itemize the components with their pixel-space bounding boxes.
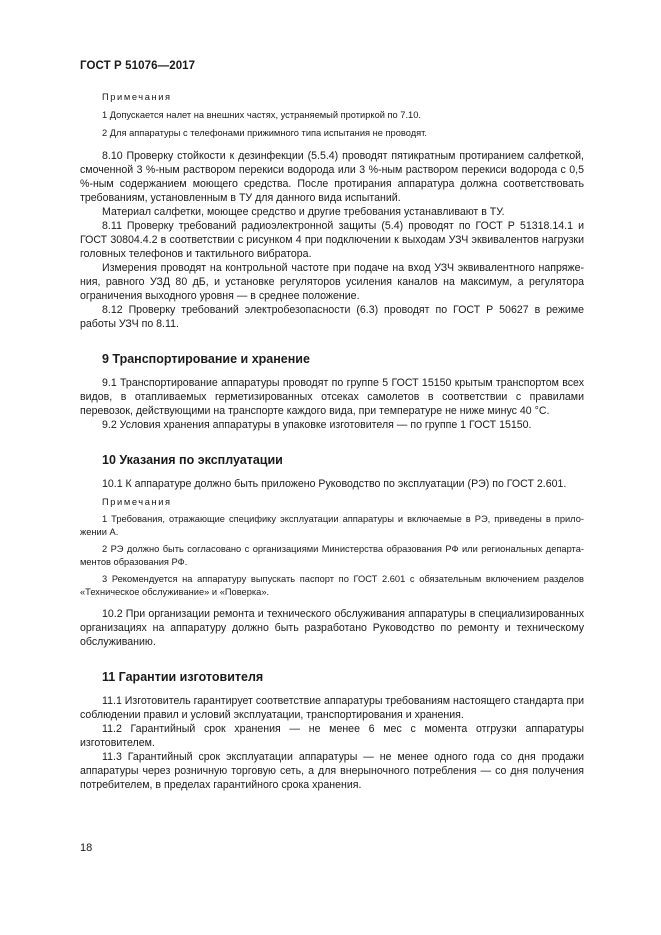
note-item: 1 Допускается налет на внешних частях, устраняемый протиркой по 7.10. [102, 110, 421, 120]
note-item: 1 Требования, отражающие специфику эксплуатации аппаратуры и включаемые в РЭ, приведены в приложении А. [80, 514, 584, 537]
paragraph-9-1: 9.1 Транспортирование аппаратуры проводят по группе 5 ГОСТ 15150 крытым транспортом всех видов, в отапливаемых герметизированных отсеках самолетов в соответствии с правилами перевозок, действующими на транспорте каждого вида, при температуре не ниже минус 40 °С. [80, 377, 584, 417]
notes-title: Примечания [102, 92, 172, 102]
section-11-heading: 11 Гарантии изготовителя [102, 670, 264, 684]
paragraph-8-12: 8.12 Проверку требований электробезопасности (6.3) проводят по ГОСТ Р 50627 в режиме работы УЗЧ по 8.11. [80, 304, 584, 330]
note-item: 2 РЭ должно быть согласовано с организациями Министерства образования РФ или региональных департаментов образования РФ. [80, 544, 584, 567]
note-item: 3 Рекомендуется на аппаратуру выпускать паспорт по ГОСТ 2.601 с обязательным включением разделов «Техническое обслуживание» и «Поверка». [80, 574, 584, 597]
page-number: 18 [80, 842, 93, 854]
page-content [80, 91, 584, 792]
paragraph-10-1: 10.1 К аппаратуре должно быть приложено Руководство по эксплуатации (РЭ) по ГОСТ 2.601. [102, 478, 567, 490]
paragraph-11-1: 11.1 Изготовитель гарантирует соответствие аппаратуры требованиям настоящего стандарта при соблюдении правил и условий эксплуатации, транспортирования и хранения. [80, 695, 584, 721]
notes-title: Примечания [102, 497, 172, 507]
document-code: ГОСТ Р 51076—2017 [80, 60, 196, 72]
note-item: 2 Для аппаратуры с телефонами прижимного типа испытания не проводят. [102, 128, 427, 138]
paragraph: Материал салфетки, моющее средство и другие требования устанавливают в ТУ. [102, 206, 505, 218]
paragraph-10-2: 10.2 При организации ремонта и технического обслуживания аппаратуры в специализированных организациях на аппаратуру должно быть разработано Руководство по ремонту и техническому обслуживанию. [80, 608, 584, 648]
section-9-heading: 9 Транспортирование и хранение [102, 352, 310, 366]
paragraph-9-2: 9.2 Условия хранения аппаратуры в упаковке изготовителя — по группе 1 ГОСТ 15150. [102, 419, 532, 431]
section-10-heading: 10 Указания по эксплуатации [102, 453, 283, 467]
paragraph-11-2: 11.2 Гарантийный срок хранения — не менее 6 мес с момента отгрузки аппаратуры изготовителем. [80, 723, 584, 749]
paragraph: Измерения проводят на контрольной частоте при подаче на вход УЗЧ эквивалентного напряжения, равного УЗД 80 дБ, и установке регуляторов усиления каналов на максимум, а регулятора ограничения выходного уровня — в среднее положение. [80, 262, 584, 302]
paragraph-8-11: 8.11 Проверку требований радиоэлектронной защиты (5.4) проводят по ГОСТ Р 51318.14.1 и ГОСТ 30804.4.2 в соответствии с рисунком 4 при подключении к выходам УЗЧ эквивалентов нагрузки головных телефонов и тактильного вибратора. [80, 220, 584, 260]
paragraph-11-3: 11.3 Гарантийный срок эксплуатации аппаратуры — не менее одного года со дня продажи аппаратуры через розничную торговую сеть, а для внерыночного потребления — со дня получения потребителем, в пределах гарантийного срока хранения. [80, 751, 584, 791]
paragraph-8-10: 8.10 Проверку стойкости к дезинфекции (5.5.4) проводят пятикратным протиранием салфеткой, смоченной 3 %-ным раствором перекиси водорода или 3 %-ным раствором перекиси водорода с 0,5 %-ным содержанием моющего средства. После протирания аппаратура должна соответствовать требованиям, установленным в ТУ для данного вида испытаний. [80, 150, 584, 204]
